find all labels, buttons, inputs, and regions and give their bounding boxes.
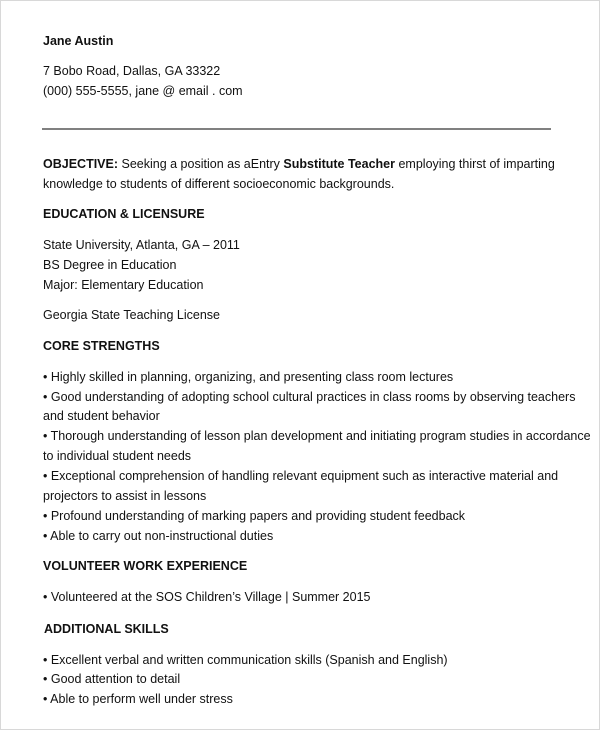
applicant-name: Jane Austin: [43, 34, 114, 48]
address: 7 Bobo Road, Dallas, GA 33322: [43, 64, 221, 78]
volunteer-item: • Volunteered at the SOS Children’s Village | Summer 2015: [43, 590, 371, 604]
strength-item: • Profound understanding of marking papers and providing student feedback: [43, 509, 466, 523]
objective-line-2: knowledge to students of different socioeconomic backgrounds.: [43, 177, 395, 191]
strength-item: to individual student needs: [43, 449, 192, 463]
section-heading-education: EDUCATION & LICENSURE: [43, 207, 205, 221]
strength-item: • Exceptional comprehension of handling relevant equipment such as interactive material and: [43, 469, 559, 483]
objective-text: Seeking a position as aEntry: [118, 157, 284, 171]
section-heading-skills: ADDITIONAL SKILLS: [44, 622, 169, 636]
strength-item: and student behavior: [43, 409, 160, 423]
contact-info: (000) 555-5555, jane @ email . com: [43, 84, 243, 98]
objective-label: OBJECTIVE:: [43, 157, 119, 171]
education-line: BS Degree in Education: [43, 258, 177, 272]
strength-item: • Able to carry out non-instructional duties: [43, 529, 274, 543]
objective-line-1: [43, 156, 555, 172]
section-heading-volunteer: VOLUNTEER WORK EXPERIENCE: [43, 559, 248, 573]
education-line: State University, Atlanta, GA – 2011: [43, 238, 240, 252]
skill-item: • Excellent verbal and written communication skills (Spanish and English): [43, 653, 448, 667]
strength-item: projectors to assist in lessons: [43, 489, 207, 503]
skill-item: • Good attention to detail: [43, 672, 181, 686]
skill-item: • Able to perform well under stress: [43, 692, 233, 706]
strength-item: • Highly skilled in planning, organizing, and presenting class room lectures: [43, 370, 454, 384]
strength-item: • Good understanding of adopting school cultural practices in class rooms by observing teachers: [43, 390, 576, 404]
education-line: Major: Elementary Education: [43, 278, 204, 292]
license-line: Georgia State Teaching License: [43, 308, 220, 322]
objective-text: employing thirst of imparting: [395, 157, 555, 171]
objective-role: Substitute Teacher: [283, 157, 395, 171]
strength-item: • Thorough understanding of lesson plan development and initiating program studies in accordance: [43, 429, 591, 443]
section-heading-strengths: CORE STRENGTHS: [43, 339, 160, 353]
header-divider: [42, 128, 551, 130]
